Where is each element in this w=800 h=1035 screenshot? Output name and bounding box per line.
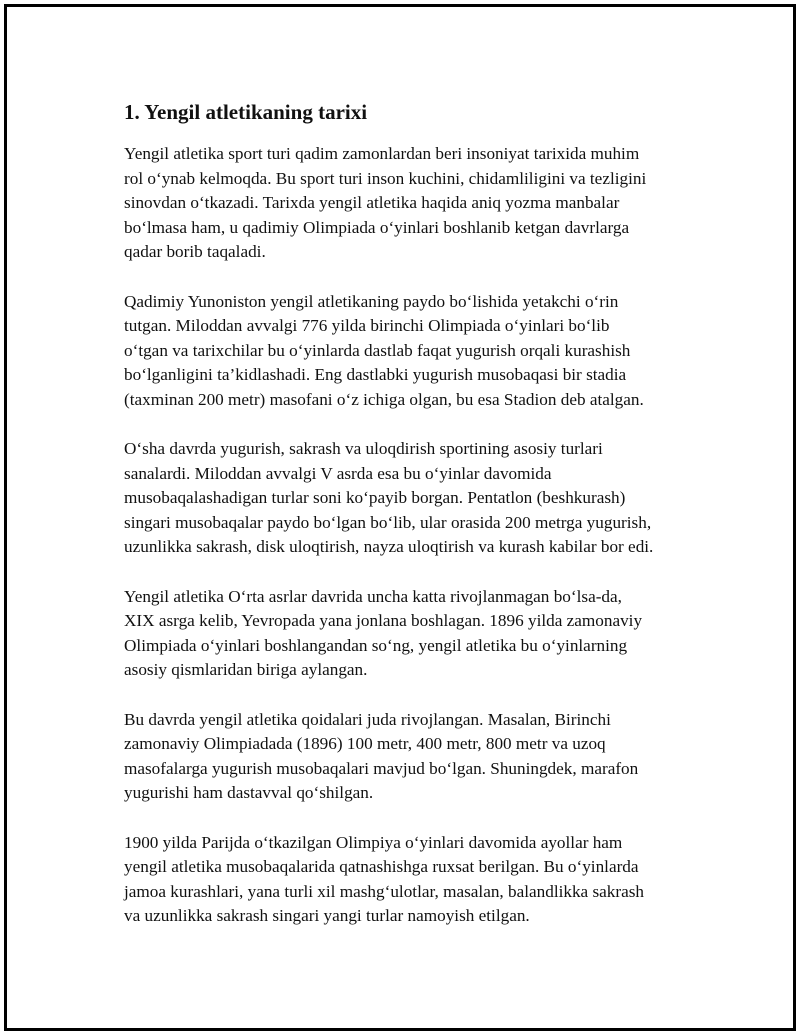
paragraph-5: Bu davrda yengil atletika qoidalari juda rivojlangan. Masalan, Birinchi zamonaviy Olimpiadada (1896) 100 metr, 400 metr, 800 metr va uzoq masofalarga yugurish musobaqalari mavjud bo‘lgan. Shuningdek, marafon yugurishi ham dastavval qo‘shilgan. xyxy=(124,709,639,802)
paragraph-4: Yengil atletika O‘rta asrlar davrida uncha katta rivojlanmagan bo‘lsa-da, XIX asrga kelib, Yevropada yana jonlana boshlagan. 1896 yilda zamonaviy Olimpiada o‘yinlari boshlangandan so‘ng, yengil atletika bu o‘yinlarning asosiy qismlaridan biriga aylangan. xyxy=(124,586,643,679)
page-frame xyxy=(4,4,796,1031)
paragraph-6: 1900 yilda Parijda o‘tkazilgan Olimpiya o‘yinlari davomida ayollar ham yengil atletika musobaqalarida qatnashishga ruxsat berilgan. Bu o‘yinlarda jamoa kurashlari, yana turli xil mashg‘ulotlar, masalan, balandlikka sakrash va uzunlikka sakrash singari yangi turlar namoyish etilgan. xyxy=(124,832,645,925)
paragraph-2: Qadimiy Yunoniston yengil atletikaning paydo bo‘lishida yetakchi o‘rin tutgan. Miloddan avvalgi 776 yilda birinchi Olimpiada o‘yinlari bo‘lib o‘tgan va tarixchilar bu o‘yinlarda dastlab faqat yugurish orqali kurashish bo‘lganligini ta’kidlashadi. Eng dastlabki yugurish musobaqasi bir stadia (taxminan 200 metr) masofani o‘z ichiga olgan, bu esa Stadion deb atalgan. xyxy=(124,291,644,409)
section-title: 1. Yengil atletikaning tarixi xyxy=(124,100,368,124)
paragraph-3: O‘sha davrda yugurish, sakrash va uloqdirish sportining asosiy turlari sanalardi. Miloddan avvalgi V asrda esa bu o‘yinlar davomida musobaqalashadigan turlar soni ko‘payib borgan. Pentatlon (beshkurash) singari musobaqalar paydo bo‘lgan bo‘lib, ular orasida 200 metrga yugurish, uzunlikka sakrash, disk uloqtirish, nayza uloqtirish va kurash kabilar bor edi. xyxy=(124,439,654,556)
paragraph-1: Yengil atletika sport turi qadim zamonlardan beri insoniyat tarixida muhim rol o‘ynab kelmoqda. Bu sport turi inson kuchini, chidamliligini va tezligini sinovdan o‘tkazadi. Tarixda yengil atletika haqida aniq yozma manbalar bo‘lmasa ham, u qadimiy Olimpiada o‘yinlari boshlanib ketgan davrlarga qadar borib taqaladi. xyxy=(124,144,647,261)
document-body xyxy=(120,99,700,954)
